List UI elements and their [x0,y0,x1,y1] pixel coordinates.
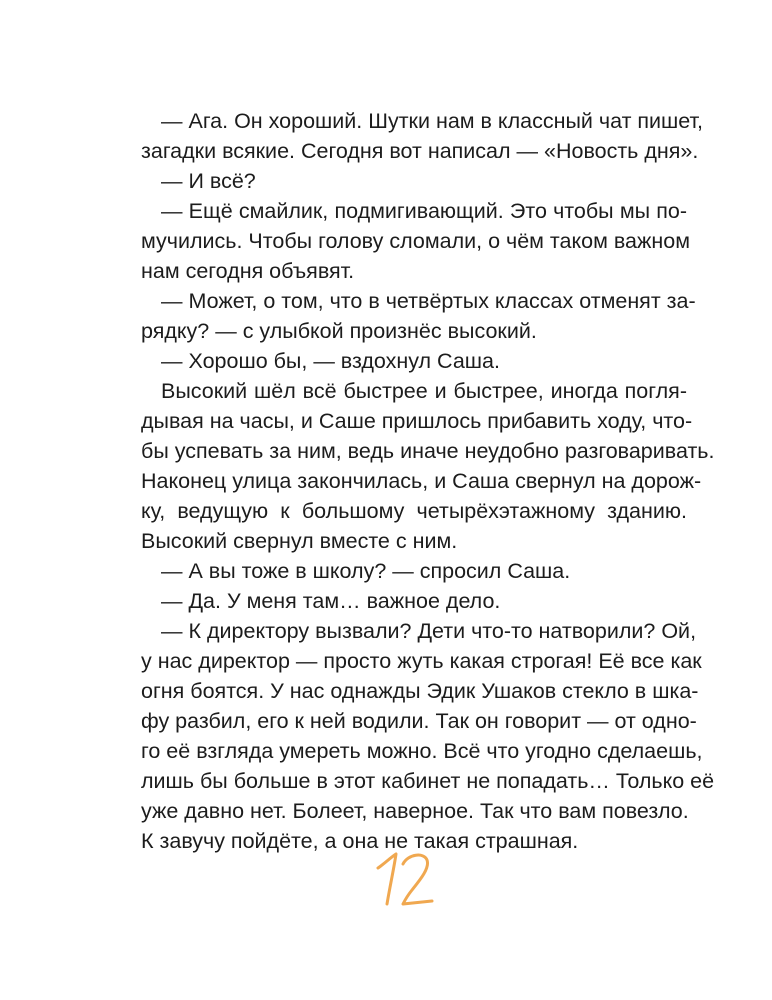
text-line: Наконец улица закончилась, и Саша свернул на дорож- [141,469,702,493]
text-line: бы успевать за ним, ведь иначе неудобно разговаривать. [141,439,715,463]
text-line: загадки всякие. Сегодня вот написал — «Новость дня». [141,139,699,163]
page-number-handwritten-glyph [370,846,440,916]
text-line: рядку? — с улыбкой произнёс высокий. [141,319,537,343]
text-line: — Да. У меня там… важное дело. [161,589,501,613]
text-line: уже давно нет. Болеет, наверное. Так что вам повезло. [141,799,689,823]
text-line: — Хорошо бы, — вздохнул Саша. [161,349,500,373]
text-line: — А вы тоже в школу? — спросил Саша. [161,559,571,583]
text-line: — Ага. Он хороший. Шутки нам в классный чат пишет, [161,109,703,133]
text-line: — Может, о том, что в четвёртых классах отменят за- [161,289,696,313]
text-line: го её взгляда умереть можно. Всё что угодно сделаешь, [141,739,703,763]
text-line: — И всё? [161,169,256,193]
text-line: нам сегодня объявят. [141,259,355,283]
text-line: фу разбил, его к ней водили. Так он говорит — от одно- [141,709,697,733]
text-line: Высокий шёл всё быстрее и быстрее, иногда погля- [161,379,687,403]
text-line: мучились. Чтобы голову сломали, о чём таком важном [141,229,690,253]
text-line: лишь бы больше в этот кабинет не попадать… Только её [141,769,715,793]
text-line: огня боятся. У нас однажды Эдик Ушаков стекло в шка- [141,679,699,703]
page-number [370,846,440,916]
text-line: — К директору вызвали? Дети что-то натворили? Ой, [161,619,697,643]
text-line: Высокий свернул вместе с ним. [141,529,458,553]
text-line: у нас директор — просто жуть какая строгая! Её все как [141,649,702,673]
text-line: К завучу пойдёте, а она не такая страшная. [141,829,579,853]
text-line: ку, ведущую к большому четырёхэтажному зданию. [141,499,687,523]
text-line: — Ещё смайлик, подмигивающий. Это чтобы мы по- [161,199,687,223]
body-text [141,106,715,856]
text-line: дывая на часы, и Саше пришлось прибавить ходу, что- [141,409,693,433]
